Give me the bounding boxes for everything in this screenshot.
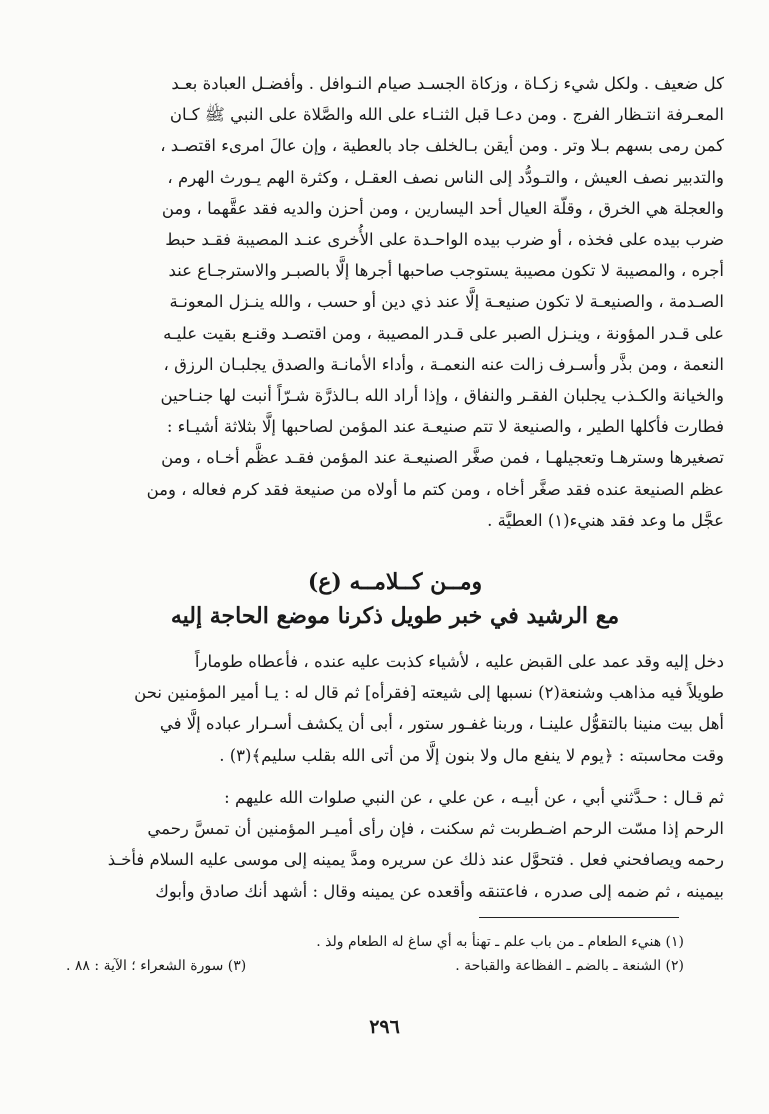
text-line: المعـرفة انتـظار الفرج . ومن دعـا قبل الثنـاء على الله والصَّلاة على النبي ﷺ كـان	[169, 105, 724, 125]
text-line: فطارت فأكلها الطير ، والصنيعة لا تتم صنيعـة عند المؤمن لصاحبها إلَّا بثلاثة أشيـاء :	[166, 417, 724, 437]
text-line: رحمه ويصافحني فعل . فتحوَّل عند ذلك عن سريره ومدَّ يمينه إلى موسى عليه السلام فأخـذ	[107, 850, 724, 870]
text-line: عجَّل ما وعد فقد هنيء(١) العطيَّة .	[487, 510, 724, 530]
text-line: الصـدمة ، والصنيعـة لا تكون صنيعـة إلَّا عند ذي دين أو حسب ، والله ينـزل المعونـة	[169, 292, 724, 312]
footnote-divider	[479, 917, 679, 918]
text-line: والخيانة والكـذب يجلبان الفقـر والنفاق ، وإذا أراد الله بـالذرَّة شـرّاً أنبت لها جنـاحين	[160, 386, 724, 406]
page-number: ٢٩٦	[369, 1016, 400, 1038]
section-heading: ومــن كــلامــه (ع)	[307, 569, 483, 595]
text-line: على قـدر المؤونة ، وينـزل الصبر على قـدر المصيبة ، ومن اقتصـد وقنـع بقيت عليـه	[163, 323, 724, 343]
text-line: ضرب بيده على فخذه ، أو ضرب بيده الواحـدة على الأُخرى عنـد المصيبة فقـد حبط	[165, 230, 724, 250]
paragraph-bottom	[66, 782, 724, 907]
footnote-3: (٣) سورة الشعراء ؛ الآية : ٨٨ .	[66, 958, 247, 974]
text-line: كمن رمى بسهم بـلا وتر . ومن أيقن بـالخلف جاد بالعطية ، وإن عالَ امرىء اقتصـد ،	[160, 136, 724, 156]
text-line: دخل إليه وقد عمد على القبض عليه ، لأشياء كذبت عليه عنده ، فأعطاه طوماراً	[194, 652, 724, 671]
text-line: الرحم إذا مسّت الرحم اضـطربت ثم سكنت ، فإن رأى أميـر المؤمنين أن تمسَّ رحمي	[147, 819, 724, 839]
footnotes	[66, 930, 684, 978]
text-line: طويلاً فيه مذاهب وشنعة(٢) نسبها إلى شيعته [فقرأه] ثم قال له : يـا أمير المؤمنين نحن	[134, 683, 724, 703]
text-line: عظم الصنيعة عنده فقد صغَّر أخاه ، ومن كتم ما أولاه من صنيعة فقد كرم فعاله ، ومن	[146, 479, 724, 499]
section-subheading: مع الرشيد في خبر طويل ذكرنا موضع الحاجة إليه	[170, 603, 620, 629]
text-line: والعجلة هي الخرق ، وقلّة العيال أحد اليسارين ، ومن أحزن والديه فقد عقَّهما ، ومن	[161, 198, 724, 218]
text-line: أهل بيت منينا بالتقوُّل علينـا ، وربنا غفـور ستور ، أبى أن يكشف أسـرار عباده إلَّا في	[159, 714, 724, 734]
text-line: وقت محاسبته : ﴿يوم لا ينفع مال ولا بنون إلَّا من أتى الله بقلب سليم﴾(٣) .	[219, 745, 724, 765]
text-line: أجره ، والمصيبة لا تكون مصيبة يستوجب صاحبها أجرها إلَّا بالصبـر والاسترجـاع عند	[168, 261, 724, 281]
footnote-1: (١) هنيء الطعام ـ من باب علم ـ تهنأ به أي ساغ له الطعام ولذ .	[316, 934, 684, 950]
text-line: كل ضعيف . ولكل شيء زكـاة ، وزكاة الجسـد صيام النـوافل . وأفضـل العبادة بعـد	[171, 74, 724, 93]
paragraph-top	[66, 68, 724, 536]
text-line: تصغيرها وسترهـا وتعجيلهـا ، فمن صغَّر الصنيعـة عند المؤمن فقـد عظَّم أخـاه ، ومن	[161, 448, 724, 468]
text-line: بيمينه ، ثم ضمه إلى صدره ، فاعتنقه وأقعده عن يمينه وقال : أشهد أنك صادق وأبوك	[155, 881, 724, 901]
text-line: والتدبير نصف العيش ، والتـودُّد إلى الناس نصف العقـل ، وكثرة الهم يـورث الهرم ،	[167, 167, 724, 187]
text-line: ثم قـال : حـدَّثني أبي ، عن أبيـه ، عن علي ، عن النبي صلوات الله عليهم :	[224, 788, 724, 807]
text-line: النعمة ، ومن بذَّر وأسـرف زالت عنه النعمـة ، وأداء الأمانـة والصدق يجلبـان الرزق ،	[163, 354, 724, 374]
footnote-2: (٢) الشنعة ـ بالضم ـ الفظاعة والقباحة .	[455, 958, 684, 974]
paragraph-mid	[66, 646, 724, 771]
